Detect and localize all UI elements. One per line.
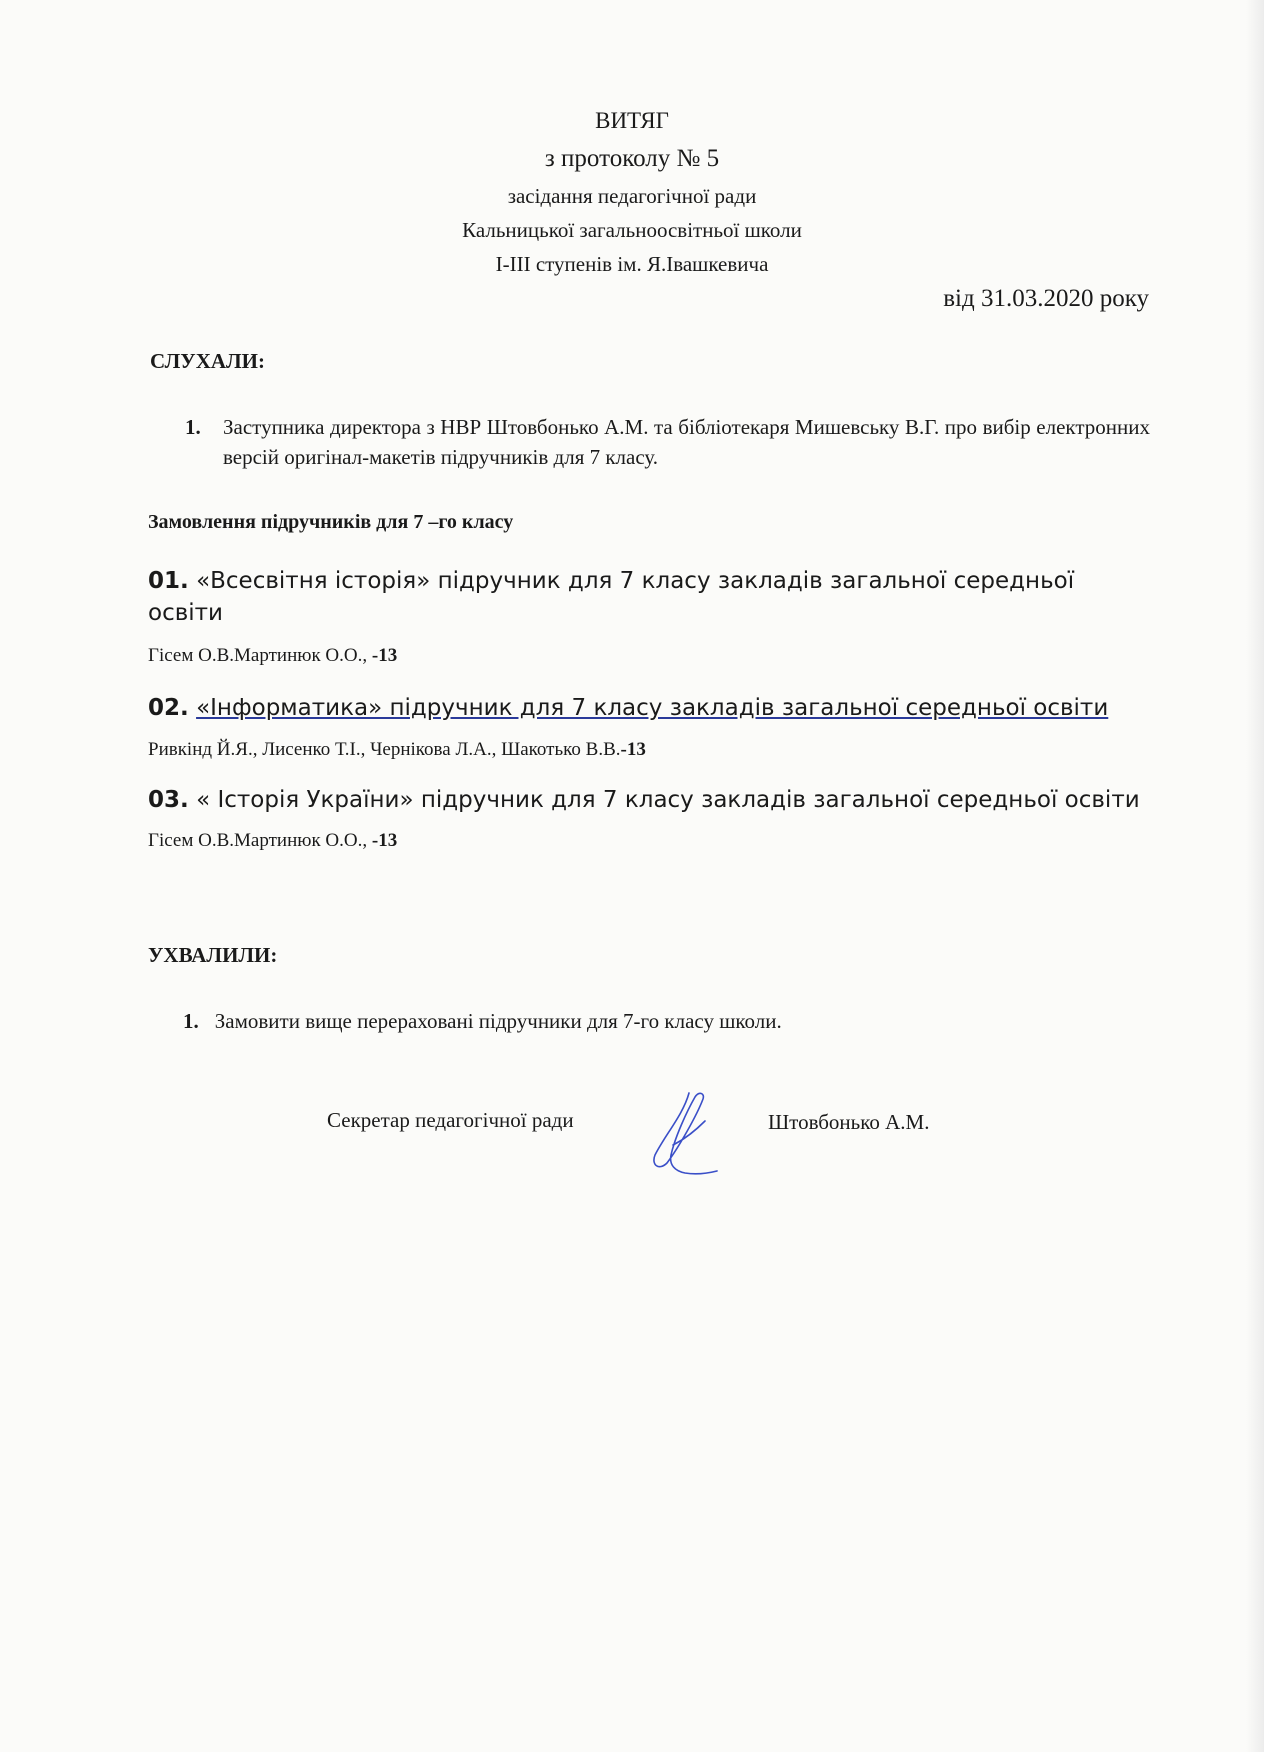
book-title: «Всесвітня історія» підручник для 7 класу закладів загальної середньої освіти <box>148 568 1075 626</box>
protocol-number: з протоколу № 5 <box>544 145 720 172</box>
school-name: Кальницької загальноосвітньої школи <box>462 218 802 242</box>
orders-title: Замовлення підручників для 7 –го класу <box>148 511 514 533</box>
handwritten-signature <box>645 1085 725 1180</box>
heard-heading: СЛУХАЛИ: <box>150 349 266 373</box>
authors-names: Гісем О.В.Мартинюк О.О., <box>148 830 372 851</box>
document-title: ВИТЯГ <box>595 108 669 133</box>
book-authors <box>148 645 397 667</box>
document-date: від 31.03.2020 року <box>943 285 1149 312</box>
meeting-name: засідання педагогічної ради <box>507 184 757 208</box>
signer-name: Штовбонько А.М. <box>768 1110 930 1134</box>
book-authors <box>148 739 646 761</box>
book-title: «Інформатика» підручник для 7 класу закладів загальної середньої освіти <box>196 695 1109 721</box>
book-number: 03. <box>148 787 189 813</box>
resolved-heading: УХВАЛИЛИ: <box>148 943 278 967</box>
order-count: -13 <box>371 645 398 666</box>
book-item <box>148 565 1088 629</box>
authors-names: Гісем О.В.Мартинюк О.О., <box>148 645 372 666</box>
book-title: « Історія України» підручник для 7 класу закладів загальної середньої освіти <box>196 787 1140 813</box>
school-levels: І-ІІІ ступенів ім. Я.Івашкевича <box>495 252 769 276</box>
order-count: -13 <box>371 830 398 851</box>
signer-role: Секретар педагогічної ради <box>327 1108 574 1132</box>
book-number: 01. <box>148 568 189 594</box>
resolved-item-text: Замовити вище перераховані підручники для 7-го класу школи. <box>214 1009 782 1033</box>
heard-item-text: Заступника директора з НВР Штовбонько А.М. та бібліотекаря Мишевську В.Г. про вибір електронних версій оригінал-макетів підручників для 7 класу. <box>223 415 1150 469</box>
book-authors <box>148 830 397 852</box>
resolved-item-number: 1. <box>183 1009 199 1033</box>
book-item <box>148 784 1148 816</box>
order-count: -13 <box>620 739 646 760</box>
heard-item-number: 1. <box>185 415 201 439</box>
book-number: 02. <box>148 695 189 721</box>
authors-names: Ривкінд Й.Я., Лисенко Т.І., Чернікова Л.А., Шакотько В.В. <box>148 739 621 760</box>
heard-item <box>185 412 1150 472</box>
resolved-item <box>183 1009 782 1034</box>
book-item <box>148 692 1148 724</box>
